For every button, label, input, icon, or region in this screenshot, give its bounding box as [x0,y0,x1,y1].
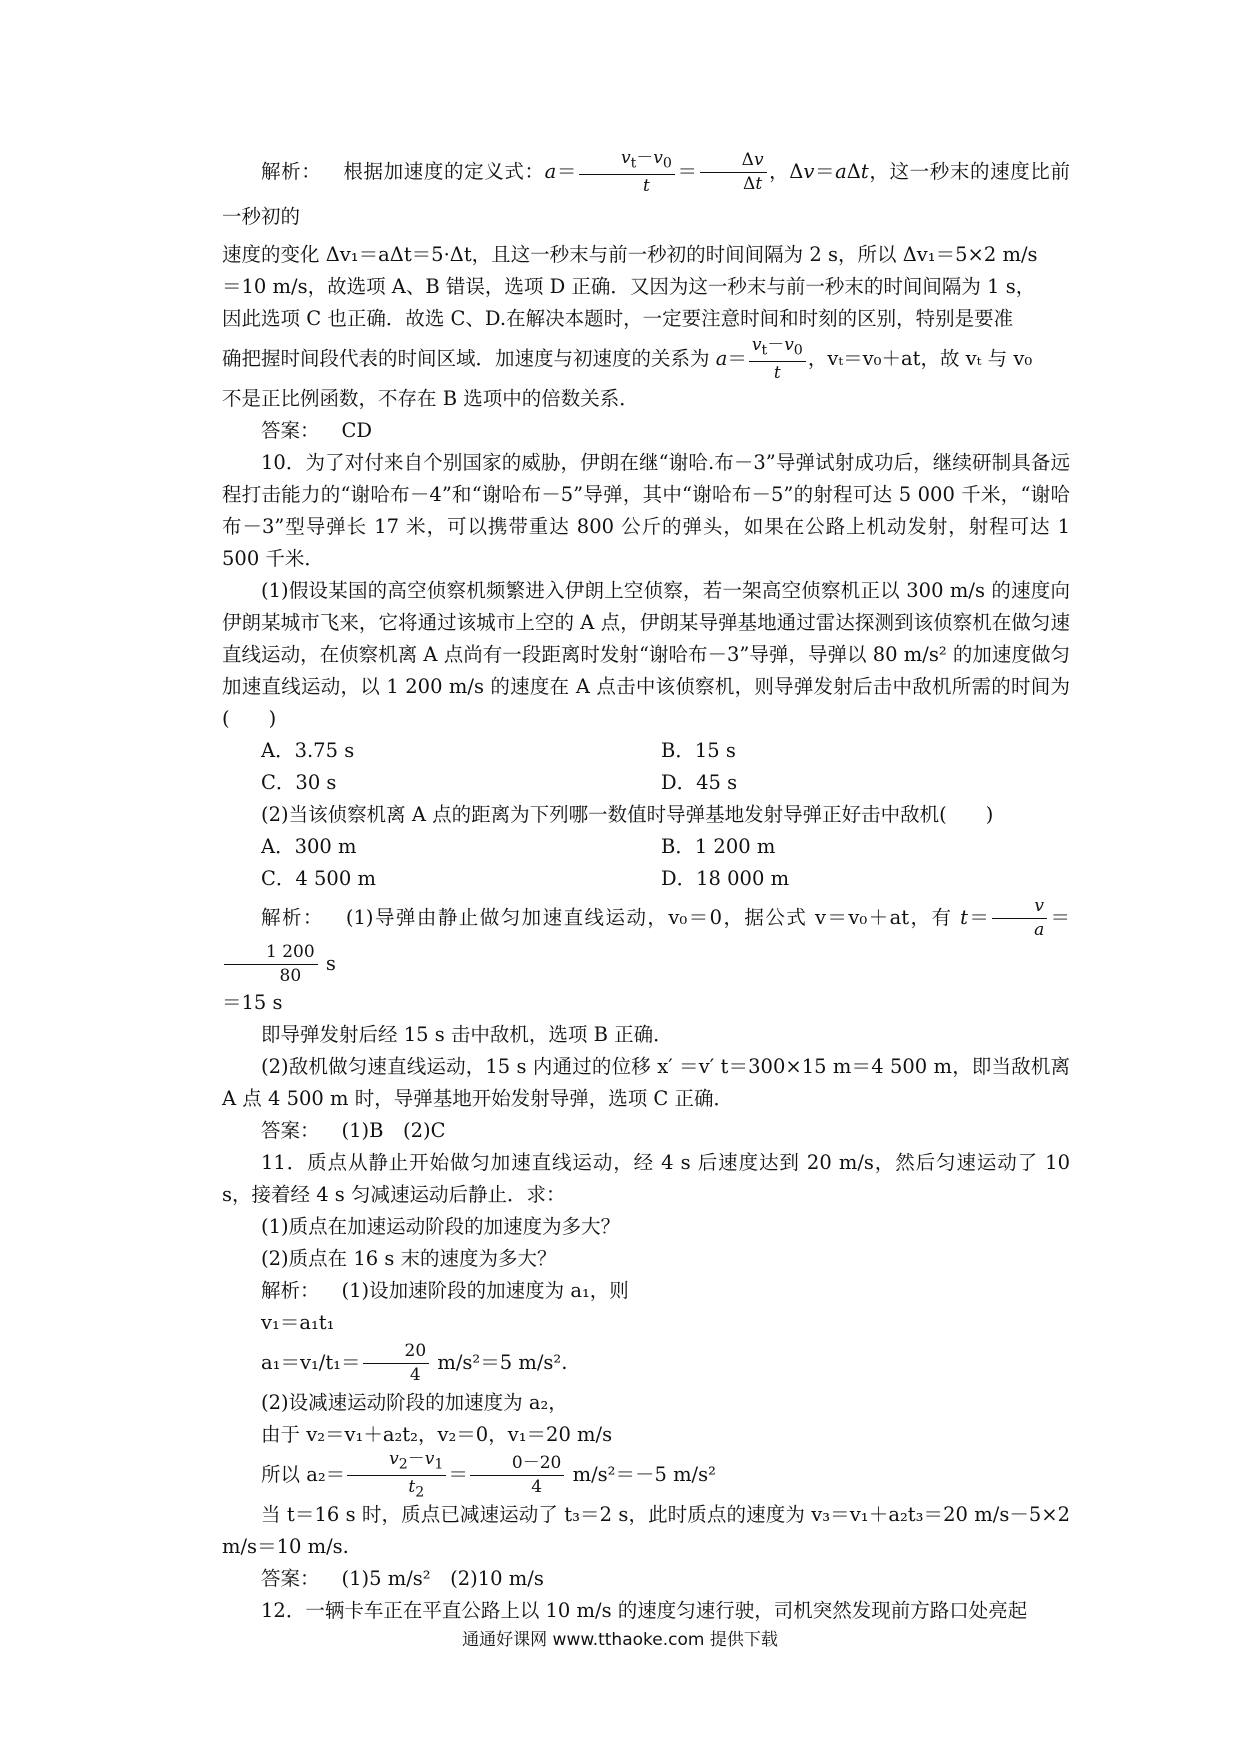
option-b: B．1 200 m [661,834,776,858]
q10-answer: 答案： (1)B (2)C [261,1118,446,1142]
q9-solution-line5: 确把握时间段代表的时间区域．加速度与初速度的关系为 a＝ $\frac{v_t-v_0}{t}$ ，vₜ＝v₀＋at，故 vₜ 与 v₀ [222,335,1033,383]
page-footer: 通通好课网 www.tthaoke.com 提供下载 [462,1630,778,1650]
q10-sub2: (2)当该侦察机离 A 点的距离为下列哪一数值时导弹基地发射导弹正好击中敌机( ) [261,802,994,826]
fraction: $\frac{20}{4}$ [363,1343,430,1384]
q11-solution-line3: 由于 v₂＝v₁＋a₂t₂，v₂＝0，v₁＝20 m/s [261,1422,613,1446]
q10-options2-row1 [222,831,1070,863]
fraction: $\frac{1 200}{80}$ [224,944,318,985]
q10-solution-line2: ＝15 s [222,990,283,1014]
q9-solution-line1: 解析： 根据加速度的定义式：a＝ $\frac{v_t-v_0}{t}$ ＝ $\frac{\Delta v}{\Delta t}$ ，Δv＝aΔt，这一秒末的速度比前一秒初的 [222,148,1070,228]
q9-answer: 答案： CD [261,418,373,442]
q9-solution-line6: 不是正比例函数，不存在 B 选项中的倍数关系． [222,386,639,410]
q11-answer: 答案： (1)5 m/s² (2)10 m/s [261,1567,544,1591]
q11-sub1: (1)质点在加速运动阶段的加速度为多大？ [261,1214,621,1238]
q11-eq2: a₁＝v₁/t₁＝ $\frac{20}{4}$ m/s²＝5 m/s². [261,1340,568,1385]
q10-solution-line1: 解析： (1)导弹由静止做匀加速直线运动，v₀＝0，据公式 v＝v₀＋at，有 t＝ $\frac{v}{a}$ ＝ $\frac{1 200}{80}$ s [222,895,1070,987]
q10-options2-row2 [222,863,1070,895]
fraction: $\frac{v_t-v_0}{t}$ [579,150,675,195]
fraction: $\frac{\Delta v}{\Delta t}$ [700,152,767,193]
fraction: $\frac{v}{a}$ [992,898,1047,939]
q9-solution-line4: 因此选项 C 也正确．故选 C、D.在解决本题时，一定要注意时间和时刻的区别，特别是要准 [222,306,1014,330]
option-b: B．15 s [661,738,736,762]
q11-stem: 11．质点从静止开始做匀加速直线运动，经 4 s 后速度达到 20 m/s，然后匀速运动了 10 s，接着经 4 s 匀减速运动后静止．求： [222,1150,1070,1206]
q9-solution-line2: 速度的变化 Δv₁＝aΔt＝5·Δt，且这一秒末与前一秒初的时间间隔为 2 s，所以 Δv₁＝5×2 m/s [222,242,1038,266]
option-c: C．4 500 m [261,866,376,890]
q12-stem: 12．一辆卡车正在平直公路上以 10 m/s 的速度匀速行驶，司机突然发现前方路口处亮起 [261,1599,1028,1623]
q11-solution-line4: 当 t＝16 s 时，质点已减速运动了 t₃＝2 s，此时质点的速度为 v₃＝v₁＋a₂t₃＝20 m/s－5×2 m/s＝10 m/s. [222,1503,1070,1559]
q10-stem: 10．为了对付来自个别国家的威胁，伊朗在继“谢哈.布－3”导弹试射成功后，继续研制具备远程打击能力的“谢哈布－4”和“谢哈布－5”导弹，其中“谢哈布－5”的射程可达 5 000 千米，“谢哈布－3”型导弹长 17 米，可以携带重达 800 公斤的弹头，如果在公路上机动发射，射程可达 1 500 千米． [222,450,1070,570]
document-page [222,150,1070,1627]
fraction: $\frac{v_2-v_1}{t_2}$ [347,1451,446,1499]
option-a: A．300 m [261,834,357,858]
option-d: D．18 000 m [661,866,790,890]
q9-solution-line3: ＝10 m/s，故选项 A、B 错误，选项 D 正确．又因为这一秒末与前一秒末的时间间隔为 1 s， [222,274,1036,298]
option-a: A．3.75 s [261,738,355,762]
q10-solution-line3: 即导弹发射后经 15 s 击中敌机，选项 B 正确． [261,1022,673,1046]
fraction: $\frac{v_t-v_0}{t}$ [749,337,806,382]
q11-eq1: v₁＝a₁t₁ [261,1310,335,1334]
q10-options-row2 [222,767,1070,799]
fraction: $\frac{0-20}{4}$ [470,1455,564,1496]
q11-solution-line2: (2)设减速运动阶段的加速度为 a₂， [261,1390,568,1414]
q11-sub2: (2)质点在 16 s 末的速度为多大？ [261,1246,557,1270]
q10-sub1: (1)假设某国的高空侦察机频繁进入伊朗上空侦察，若一架高空侦察机正以 300 m/s 的速度向伊朗某城市飞来，它将通过该城市上空的 A 点，伊朗某导弹基地通过雷达探测到该侦察机在做匀速直线运动，在侦察机离 A 点尚有一段距离时发射“谢哈布－3”导弹，导弹以 80 m/s² 的加速度做匀加速直线运动，以 1 200 m/s 的速度在 A 点击中该侦察机，则导弹发射后击中敌机所需的时间为( ) [222,578,1070,730]
option-d: D．45 s [661,770,738,794]
q10-options-row1 [222,735,1070,767]
option-c: C．30 s [261,770,337,794]
q11-solution-line1: 解析： (1)设加速阶段的加速度为 a₁，则 [261,1278,629,1302]
q10-solution-line4: (2)敌机做匀速直线运动，15 s 内通过的位移 x′ ＝v′ t＝300×15 m＝4 500 m，即当敌机离 A 点 4 500 m 时，导弹基地开始发射导弹，选项 C 正确． [222,1054,1070,1110]
q11-eq3: 所以 a₂＝ $\frac{v_2-v_1}{t_2}$ ＝ $\frac{0-20}{4}$ m/s²＝－5 m/s² [261,1449,716,1501]
solution-label: 解析： [261,160,322,183]
